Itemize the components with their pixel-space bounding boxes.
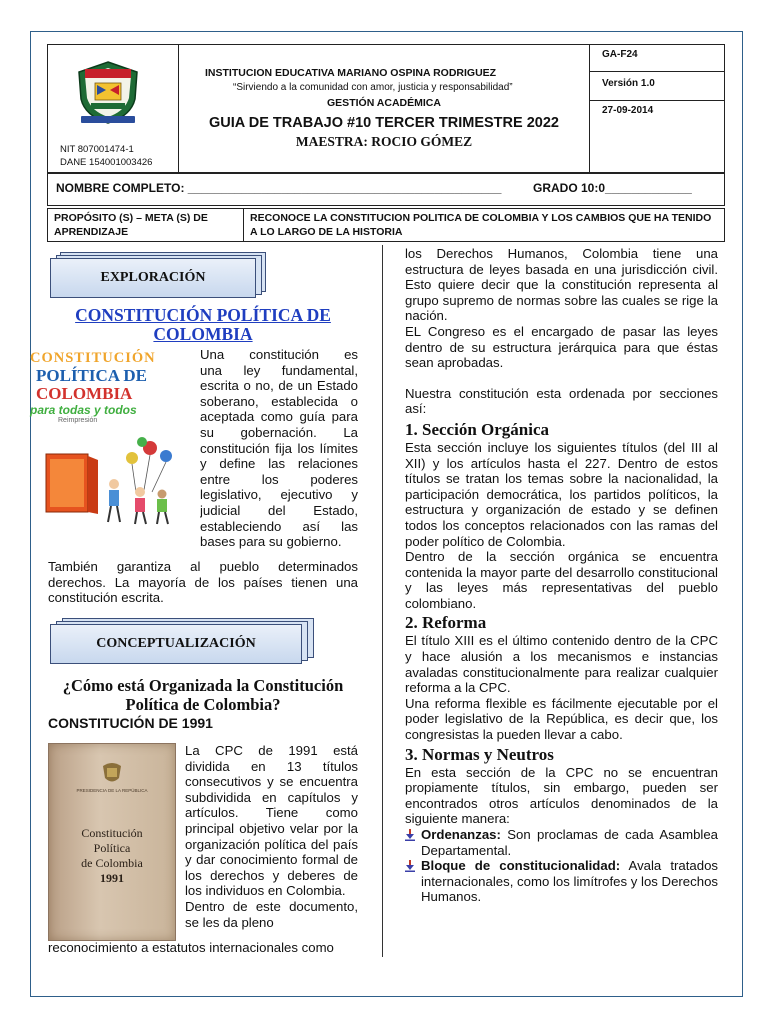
arrow-bullet-icon (405, 858, 415, 905)
constitution-definition (200, 347, 358, 550)
date-cell (590, 101, 725, 174)
exploracion-label: EXPLORACIÓN (50, 258, 256, 298)
bullet-list (405, 827, 718, 905)
right-column (405, 246, 718, 905)
question-line2: Política de Colombia? (125, 695, 281, 714)
school-crest-icon (73, 59, 143, 125)
dane-text: DANE 154001003426 (60, 157, 153, 168)
rc-p2: EL Congreso es el encargado de pasar las leyes dentro de su estructura jerárquica para que éstas sean aprobadas. (405, 323, 718, 371)
code-cell (590, 45, 725, 72)
section-reforma-p1: El título XIII es el último contenido dentro de la CPC y hace alusión a los mecanismos e instancias avaladas constitucionalmente para realizar cualquier reforma a la CPC. (405, 633, 718, 696)
book-line3: de Colombia (81, 856, 143, 870)
coat-of-arms-icon (99, 760, 125, 786)
list-item-term: Bloque de constitucionalidad: (421, 858, 621, 874)
section-organica-title: 1. Sección Orgánica (405, 419, 550, 439)
definition-line: soberano, establecida o (200, 393, 358, 409)
version-cell (590, 72, 725, 101)
list-item-description: Avala tratados internacionales, como los limítrofes y los Derechos Humanos. (421, 858, 719, 905)
section-normas-title: 3. Normas y Neutros (405, 744, 554, 764)
section-reforma-p2: Una reforma flexible es fácilmente ejecutable por el poder legislativo de la República, es decir que, los congresistas la pueden llevar a cabo. (405, 695, 718, 743)
organization-question (40, 676, 366, 714)
definition-line: y define las relaciones (200, 456, 358, 472)
column-divider (382, 245, 383, 957)
list-item-description: Son proclamas de cada Asamblea Departamental. (421, 827, 718, 858)
grade-label: GRADO 10:0_____________ (533, 181, 692, 195)
definition-line: judicial del Estado, (200, 502, 358, 518)
section-organica-p1: Esta sección incluye los siguientes títulos (del III al XII) y los artículos hasta el 227. Dentro de estos títulos se tratan los temas sobre la nacionalidad, la participación democrática, los partidos políticos, la estructura y organización de estado y se definen todos los conceptos relacionados con las ramas del poder político de Colombia. (405, 439, 718, 549)
definition-line: una ley fundamental, (200, 362, 358, 378)
children-book-illustration-icon (40, 434, 190, 526)
purpose-text: RECONOCE LA CONSTITUCION POLITICA DE COLOMBIA Y LOS CAMBIOS QUE HA TENIDO A LO LARGO DE LA HISTORIA (244, 209, 725, 242)
purpose-label: PROPÓSITO (S) – META (S) DE APRENDIZAJE (48, 209, 244, 242)
conceptualizacion-banner (50, 616, 316, 666)
rc-p3: Nuestra constitución esta ordenada por secciones así: (405, 385, 718, 417)
cover-line1: CONSTITUCIÓN (30, 350, 156, 366)
student-name-row (47, 172, 725, 206)
definition-line: bases para su gobierno. (200, 534, 342, 550)
title-cell (179, 45, 590, 174)
cover-line3: COLOMBIA (36, 384, 133, 403)
section-normas-p1: En esta sección de la CPC no se encuentran propiamente títulos, sin embargo, pueden ser encontrados otros artículos denominados de la siguiente manera: (405, 764, 718, 827)
guide-title: GUIA DE TRABAJO #10 TERCER TRIMESTRE 2022 (209, 115, 559, 131)
section-organica-p2: Dentro de la sección orgánica se encuentra contenida la mayor parte del desarrollo constitucional y las leyes más representativas del pueblo colombiano. (405, 549, 718, 611)
form-code: GA-F24 (602, 49, 638, 60)
book-line4: 1991 (100, 871, 124, 885)
date-text: 27-09-2014 (602, 105, 654, 116)
definition-line: escrita o no, de un Estado (200, 378, 358, 394)
definition-line: Una constitución es (200, 347, 358, 362)
definition-continued: También garantiza al pueblo determinados derechos. La mayoría de los países tienen una constitución escrita. (48, 559, 358, 606)
conceptualizacion-label: CONCEPTUALIZACIÓN (50, 624, 302, 664)
question-line1: ¿Cómo está Organizada la Constitución (62, 676, 344, 695)
constitution-cover-image (30, 350, 194, 530)
book-line1: Constitución (81, 826, 143, 840)
definition-lines (200, 347, 358, 550)
cover-line5: Reimpresión (58, 417, 98, 424)
book-line2: Política (93, 841, 131, 855)
cpc-1991-para1: La CPC de 1991 está dividida en 13 títulos consecutivos y se encuentra subdividida en capítulos y artículos. Tiene como principal objetivo velar por la organización política del país y dar conocimiento formal de los derechos y deberes de los individuos en Colombia. (185, 743, 358, 899)
exploracion-title-line1: CONSTITUCIÓN POLÍTICA DE (75, 305, 331, 325)
teacher-name: MAESTRA: ROCIO GÓMEZ (295, 134, 473, 149)
rc-p1: los Derechos Humanos, Colombia tiene una estructura de leyes basada en una jurisdicción civil. Esto quiere decir que la constitución representa al grupo supremo de normas sobre las cuales se rige la nación. (405, 246, 718, 324)
header-table (47, 44, 725, 174)
cpc-1991-description (185, 743, 358, 930)
constitution-1991-heading: CONSTITUCIÓN DE 1991 (48, 715, 213, 731)
definition-line: entre los poderes (200, 471, 358, 487)
definition-line: estableciendo así las (200, 518, 358, 534)
list-item-text (421, 858, 718, 905)
exploracion-banner (50, 250, 270, 300)
definition-line: constitución fija los límites (200, 440, 358, 456)
cpc-1991-para2: Dentro de este documento, se les da pleno (185, 898, 358, 930)
exploracion-title (48, 306, 358, 344)
exploracion-title-line2: COLOMBIA (153, 324, 253, 344)
version-text: Versión 1.0 (602, 78, 655, 89)
definition-line: aceptada como guía para (200, 409, 358, 425)
nit-text: NIT 807001474-1 (60, 144, 134, 155)
constitution-1991-book-image (48, 743, 176, 941)
cover-line4: para todas y todos (30, 403, 137, 417)
list-item-text (421, 827, 718, 858)
cover-line2: POLÍTICA DE (36, 366, 147, 385)
book-top-text: PRESIDENCIA DE LA REPÚBLICA (76, 788, 148, 793)
list-item (405, 858, 718, 905)
purpose-table (47, 208, 725, 242)
list-item-term: Ordenanzas: (421, 827, 501, 842)
definition-line: legislativo, ejecutivo y (200, 487, 358, 503)
section-reforma-title: 2. Reforma (405, 613, 487, 633)
list-item (405, 827, 718, 858)
institution-name: INSTITUCION EDUCATIVA MARIANO OSPINA RODRIGUEZ (205, 67, 497, 79)
cpc-1991-para2-cont: reconocimiento a estatutos internacionales como (48, 940, 334, 955)
logo-cell (48, 45, 179, 174)
motto-text: “Sirviendo a la comunidad con amor, justicia y responsabilidad” (233, 82, 513, 93)
definition-line: su gobernación. La (200, 424, 358, 440)
department-text: GESTIÓN ACADÉMICA (327, 97, 441, 109)
arrow-bullet-icon (405, 827, 415, 858)
name-label: NOMBRE COMPLETO: _______________________________________________ (56, 181, 502, 195)
